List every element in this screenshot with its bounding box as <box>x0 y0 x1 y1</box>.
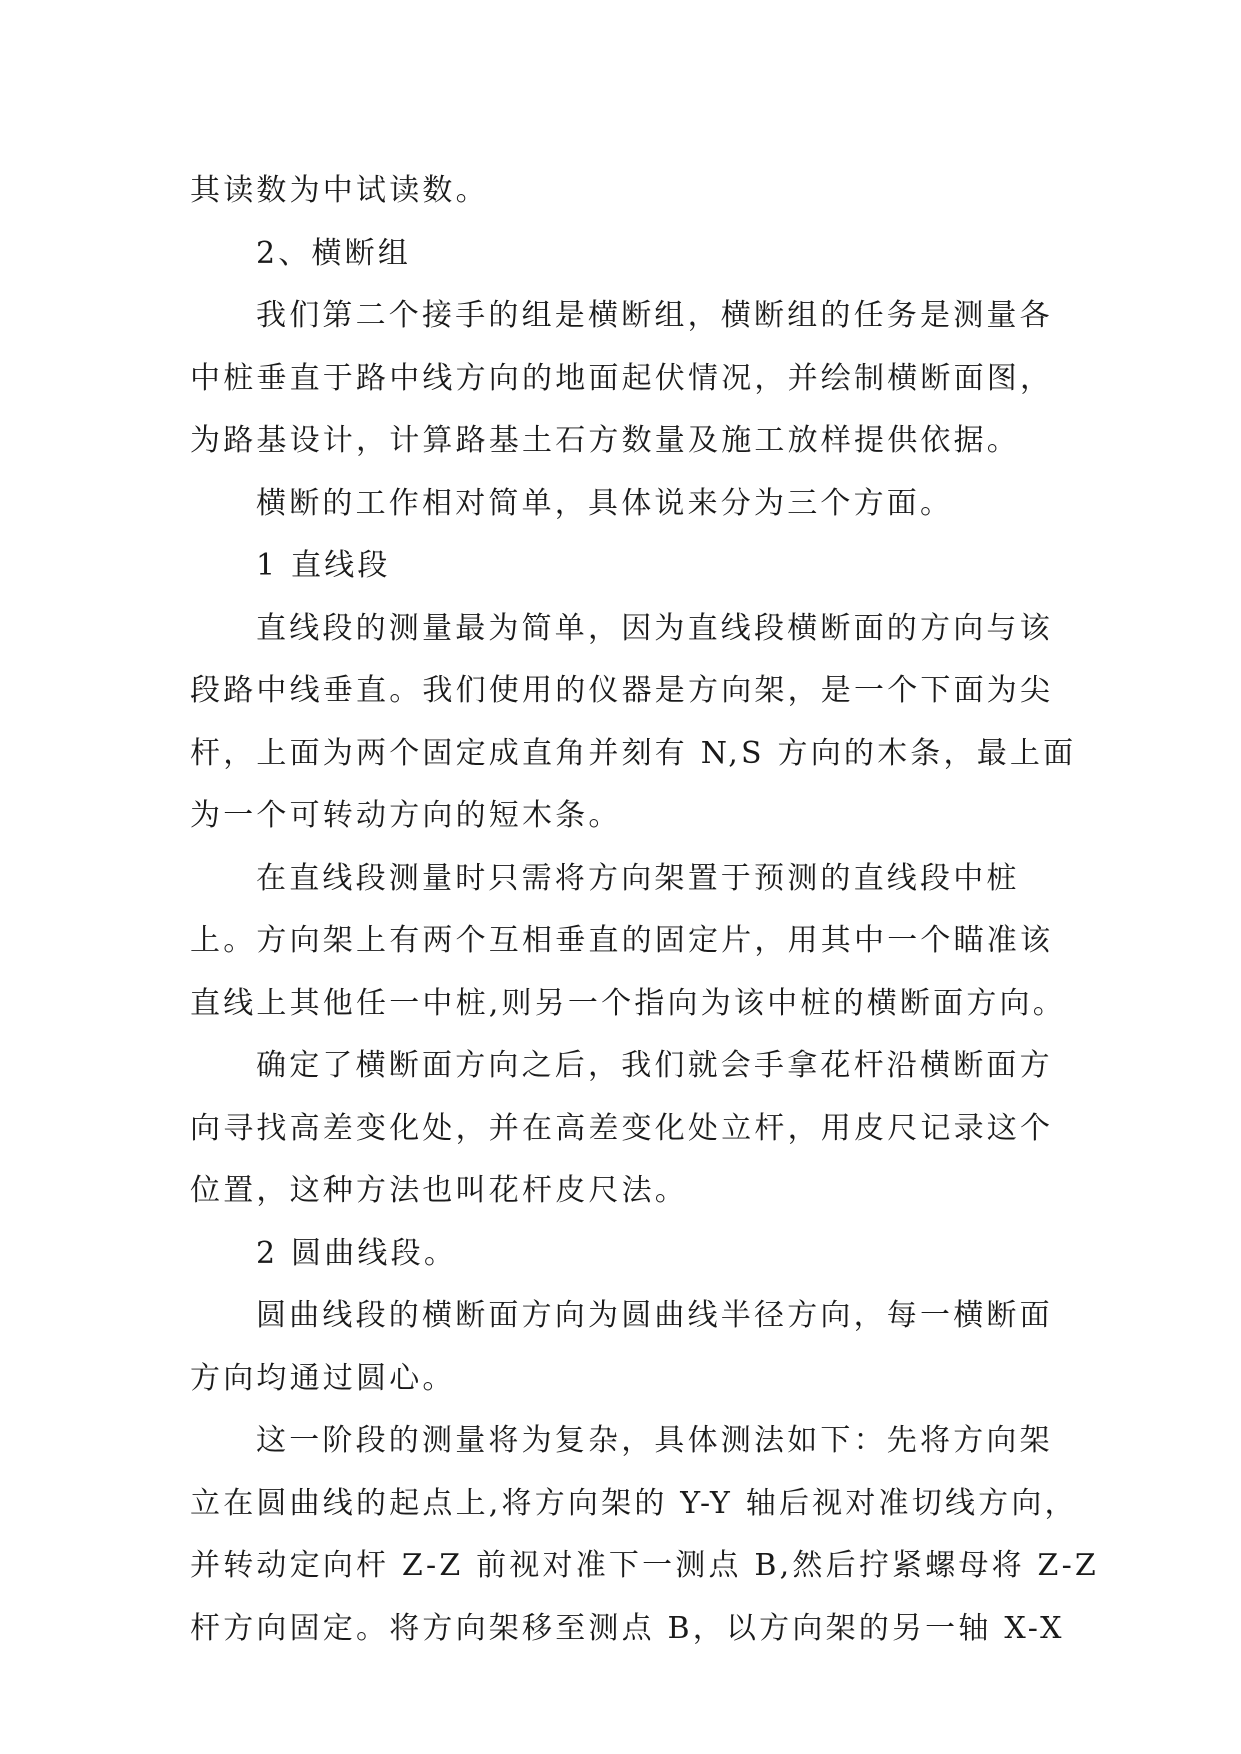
text-line: 直线上其他任一中桩,则另一个指向为该中桩的横断面方向。 <box>190 985 1066 1021</box>
text-line: 直线段的测量最为简单，因为直线段横断面的方向与该 <box>256 610 1053 646</box>
text-line: 我们第二个接手的组是横断组，横断组的任务是测量各 <box>256 298 1053 333</box>
text-line: 中桩垂直于路中线方向的地面起伏情况，并绘制横断面图， <box>190 360 1054 396</box>
paragraph <box>190 848 1066 1036</box>
text-line: 杆方向固定。将方向架移至测点 B，以方向架的另一轴 X-X <box>190 1610 1065 1646</box>
text-line: 立在圆曲线的起点上,将方向架的 Y-Y 轴后视对准切线方向， <box>190 1485 1078 1521</box>
text-line: 杆，上面为两个固定成直角并刻有 N,S 方向的木条，最上面 <box>190 735 1077 771</box>
paragraph <box>190 1285 1053 1410</box>
paragraph <box>190 285 1054 473</box>
text-line: 其读数为中试读数。 <box>190 173 489 208</box>
section-heading-transverse-group <box>190 223 1050 286</box>
paragraph <box>190 1035 1054 1223</box>
paragraph <box>190 1410 1099 1660</box>
text-line: 确定了横断面方向之后，我们就会手拿花杆沿横断面方 <box>256 1048 1053 1083</box>
text-line: 在直线段测量时只需将方向架置于预测的直线段中桩 <box>256 860 1020 896</box>
paragraph <box>190 598 1077 848</box>
text-line: 这一阶段的测量将为复杂，具体测法如下：先将方向架 <box>256 1423 1053 1458</box>
text-line: 方向均通过圆心。 <box>190 1360 456 1396</box>
section-heading-circular-curve <box>190 1223 1050 1286</box>
text-line: 2、横断组 <box>256 235 412 271</box>
text-line: 并转动定向杆 Z-Z 前视对准下一测点 B,然后拧紧螺母将 Z-Z <box>190 1548 1099 1583</box>
text-line: 横断的工作相对简单，具体说来分为三个方面。 <box>256 485 954 521</box>
text-line: 段路中线垂直。我们使用的仪器是方向架，是一个下面为尖 <box>190 673 1054 708</box>
text-line: 向寻找高差变化处，并在高差变化处立杆，用皮尺记录这个 <box>190 1110 1054 1146</box>
text-line: 为路基设计，计算路基土石方数量及施工放样提供依据。 <box>190 423 1020 458</box>
text-line: 上。方向架上有两个互相垂直的固定片，用其中一个瞄准该 <box>190 923 1054 958</box>
paragraph-continuation <box>190 160 1050 223</box>
text-line: 位置，这种方法也叫花杆皮尺法。 <box>190 1173 688 1208</box>
text-line: 圆曲线段的横断面方向为圆曲线半径方向，每一横断面 <box>256 1298 1053 1333</box>
paragraph <box>190 473 1050 536</box>
section-heading-straight-segment <box>190 535 1050 598</box>
document-body <box>190 160 1099 1660</box>
text-line: 2 圆曲线段。 <box>256 1235 458 1271</box>
text-line: 为一个可转动方向的短木条。 <box>190 798 622 833</box>
text-line: 1 直线段 <box>256 548 391 583</box>
